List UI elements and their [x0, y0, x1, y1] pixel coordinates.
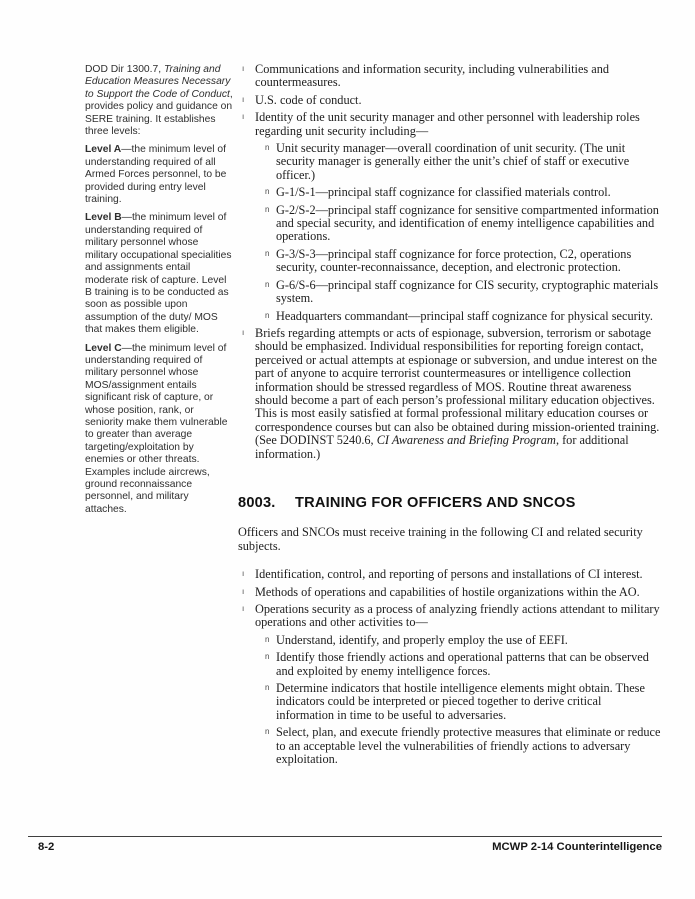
list-item-text — [255, 63, 662, 90]
text-run: Headquarters commandant—principal staff cognizance for physical security. — [276, 308, 653, 323]
section-title: TRAINING FOR OFFICERS AND SNCOS — [295, 494, 576, 511]
bullet-level1-icon: ı — [242, 586, 245, 596]
bullet-level2-icon: n — [265, 310, 270, 320]
text-run: Unit security manager—overall coordination of unit security. (The unit security manager is generally either the unit’s chief of staff or executive officer.) — [276, 141, 630, 182]
list-item-text — [276, 651, 662, 678]
bullet-level1-icon: ı — [242, 94, 245, 104]
list-item — [238, 651, 662, 678]
text-run: —the minimum level of understanding required of all Armed Forces personnel, to be provided during entry level training. — [85, 144, 227, 206]
page-number: 8-2 — [38, 841, 55, 853]
list-item-text — [276, 682, 662, 722]
sidebar-paragraph — [85, 343, 233, 517]
text-run: Methods of operations and capabilities of hostile organizations within the AO. — [255, 584, 640, 599]
bullet-level2-icon: n — [265, 652, 270, 662]
bullet-level2-icon: n — [265, 279, 270, 289]
list-item — [238, 634, 662, 647]
list-item — [238, 111, 662, 138]
bullet-level2-icon: n — [265, 683, 270, 693]
section-heading — [238, 494, 662, 511]
text-run: DOD Dir 1300.7, — [85, 64, 164, 75]
text-run: U.S. code of conduct. — [255, 92, 362, 107]
page-footer — [28, 836, 662, 853]
bullet-level1-icon: ı — [242, 64, 245, 73]
list-item-text — [276, 186, 662, 199]
text-run: CI Awareness and Briefing Program — [376, 433, 556, 448]
text-run: Identify those friendly actions and operational patterns that can be observed and exploited by enemy intelligence forces. — [276, 650, 649, 678]
list-item — [238, 327, 662, 461]
list-item-text — [255, 327, 662, 461]
document-title: MCWP 2-14 Counterintelligence — [492, 841, 662, 853]
bullet-level2-icon: n — [265, 248, 270, 258]
list-item-text — [276, 142, 662, 182]
text-run: Training and Education Measures Necessary to Support the Code of Conduct — [85, 64, 231, 100]
bullet-level1-icon: ı — [242, 327, 245, 337]
text-run: Determine indicators that hostile intelligence elements might obtain. These indicators could be interpreted or pieced together to derive critical information in time to be useful to adversaries. — [276, 681, 645, 722]
list-item — [238, 726, 662, 766]
sidebar-paragraph — [85, 212, 233, 336]
security-subjects-list — [238, 63, 662, 461]
officer-training-list — [238, 568, 662, 766]
bullet-level2-icon: n — [265, 634, 270, 644]
list-item-text — [276, 279, 662, 306]
list-item — [238, 63, 662, 90]
list-item-text — [276, 204, 662, 244]
bullet-level2-icon: n — [265, 204, 270, 214]
text-run: Level A — [85, 144, 122, 156]
text-run: Communications and information security, including vulnerabilities and countermeasures. — [255, 62, 610, 90]
bullet-level1-icon: ı — [242, 569, 245, 579]
text-run: Operations security as a process of analyzing friendly actions attendant to military operations and other activities to— — [255, 602, 660, 630]
sidebar-paragraph — [85, 64, 233, 138]
bullet-level2-icon: n — [265, 143, 270, 153]
list-item — [238, 682, 662, 722]
list-item-text — [255, 111, 662, 138]
text-run: Briefs regarding attempts or acts of espionage, subversion, terrorism or sabotage should be emphasized. Individual responsibilities for reporting foreign contact, perceived or actual attempts at espionage or subversion, and undue interest on the part of anyone to acquire terrorist countermeasures or intelligence collection information should be stressed regardless of MOS. Routine threat awareness should become a part of each person’s professional military education objectives. This is most easily satisfied at formal professional military education courses or correspondence courses but can also be obtained during mission-oriented training. (See DODINST 5240.6, — [255, 325, 660, 448]
sidebar-paragraph — [85, 144, 233, 206]
list-item — [238, 204, 662, 244]
list-item — [238, 94, 662, 107]
text-run: , provides policy and guidance on SERE training. It establishes three levels: — [85, 88, 233, 138]
text-run: —the minimum level of understanding required of military personnel whose MOS/assignment entails significant risk of capture, or whose position, rank, or seniority make them vulnerable to greater than average targeting/exploitation by enemies or other threats. Examples include aircrews, ground reconnaissance personnel, and military attaches. — [85, 342, 228, 515]
text-run: —the minimum level of understanding required of military personnel whose military occupational specialities and assignments entail moderate risk of capture. Level B training is to be conducted as soon as possible upon assumption of the duty/ MOS that makes them eligible. — [85, 212, 232, 336]
list-item-text — [255, 603, 662, 630]
text-run: , for additional information.) — [255, 433, 629, 461]
list-item — [238, 248, 662, 275]
text-run: Identity of the unit security manager and other personnel with leadership roles regarding unit security including— — [255, 110, 640, 138]
list-item-text — [255, 94, 662, 107]
bullet-level1-icon: ı — [242, 112, 245, 122]
text-run: Understand, identify, and properly employ the use of EEFI. — [276, 632, 568, 647]
text-run: Level B — [85, 212, 122, 224]
text-run: G-1/S-1—principal staff cognizance for classified materials control. — [276, 185, 611, 200]
list-item — [238, 568, 662, 581]
list-item-text — [255, 568, 662, 581]
list-item — [238, 279, 662, 306]
text-run: Level C — [85, 342, 122, 354]
list-item-text — [276, 634, 662, 647]
sidebar-notes — [85, 64, 233, 516]
section-number: 8003. — [238, 494, 276, 511]
text-run: Select, plan, and execute friendly protective measures that eliminate or reduce to an acceptable level the vulnerabilities of friendly actions to adversary exploitation. — [276, 725, 661, 767]
intro-paragraph: Officers and SNCOs must receive training in the following CI and related security subjects. — [238, 525, 643, 553]
text-run: G-6/S-6—principal staff cognizance for CIS security, cryptographic materials system. — [276, 277, 659, 306]
list-item-text — [276, 310, 662, 323]
list-item-text — [276, 726, 662, 766]
bullet-level2-icon: n — [265, 727, 270, 737]
list-item — [238, 310, 662, 323]
main-content — [238, 63, 662, 766]
list-item — [238, 142, 662, 182]
list-item — [238, 186, 662, 199]
list-item-text — [276, 248, 662, 275]
text-run: Identification, control, and reporting of persons and installations of CI interest. — [255, 567, 643, 582]
bullet-level2-icon: n — [265, 187, 270, 197]
text-run: G-3/S-3—principal staff cognizance for force protection, C2, operations security, counter-reconnaissance, deception, and electronic protection. — [276, 246, 632, 275]
list-item — [238, 586, 662, 599]
bullet-level1-icon: ı — [242, 604, 245, 613]
text-run: G-2/S-2—principal staff cognizance for sensitive compartmented information and special security, and identification of enemy intelligence capabilities and operations. — [276, 202, 659, 244]
list-item-text — [255, 586, 662, 599]
list-item — [238, 603, 662, 630]
